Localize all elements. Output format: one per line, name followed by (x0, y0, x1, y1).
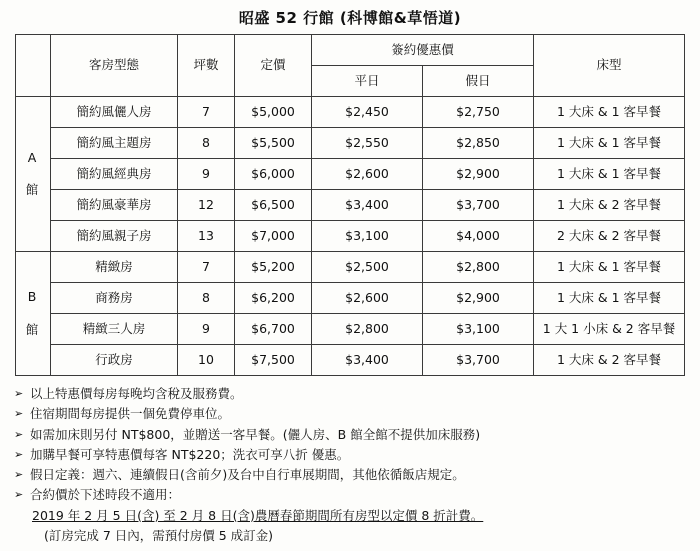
cell-weekday-price: $2,600 (312, 283, 423, 314)
cell-bed-type: 1 大床 & 1 客早餐 (534, 159, 685, 190)
cell-weekday-price: $2,800 (312, 314, 423, 345)
table-row (16, 159, 685, 190)
table-row (16, 190, 685, 221)
cell-size: 10 (178, 345, 235, 376)
cell-holiday-price: $2,850 (423, 128, 534, 159)
table-header-row-1 (16, 35, 685, 66)
arrow-bullet-icon: ➢ (14, 387, 24, 400)
arrow-bullet-icon: ➢ (14, 427, 24, 441)
cell-list-price: $6,500 (235, 190, 312, 221)
cell-room-type: 簡約風親子房 (51, 221, 178, 252)
cell-weekday-price: $2,600 (312, 159, 423, 190)
arrow-bullet-icon: ➢ (14, 407, 24, 421)
table-body (16, 97, 685, 376)
wing-a-char: 館 (25, 182, 41, 197)
notes-list (14, 384, 700, 546)
note-text: 如需加床則另付 NT$800，並贈送一客早餐。(儷人房、B 館全館不提供加床服務) (30, 426, 481, 442)
wing-label-b (16, 252, 51, 376)
note-text: 以上特惠價每房每晚均含稅及服務費。 (30, 386, 243, 401)
note-item (14, 404, 700, 424)
table-row (16, 97, 685, 128)
cell-bed-type: 1 大床 & 2 客早餐 (534, 345, 685, 376)
cell-bed-type: 1 大床 & 1 客早餐 (534, 128, 685, 159)
cell-list-price: $5,200 (235, 252, 312, 283)
cell-holiday-price: $2,750 (423, 97, 534, 128)
note-item (14, 445, 700, 465)
arrow-bullet-icon: ➢ (14, 488, 24, 502)
cell-list-price: $7,500 (235, 345, 312, 376)
cell-list-price: $6,000 (235, 159, 312, 190)
sub-note-deposit: (訂房完成 7 日內，需預付房價 5 成訂金) (44, 527, 274, 543)
header-bed-type: 床型 (534, 35, 685, 97)
cell-list-price: $7,000 (235, 221, 312, 252)
table-row (16, 252, 685, 283)
table-row (16, 283, 685, 314)
wing-a-letter: A (27, 149, 39, 165)
cell-holiday-price: $2,800 (423, 252, 534, 283)
note-item (14, 485, 700, 505)
cell-list-price: $6,700 (235, 314, 312, 345)
cell-room-type: 簡約風儷人房 (51, 97, 178, 128)
header-room-type: 客房型態 (51, 35, 178, 97)
header-list-price: 定價 (235, 35, 312, 97)
table-row (16, 221, 685, 252)
note-text: 加購早餐可享特惠價每客 NT$220；洗衣可享八折 優惠。 (30, 446, 350, 462)
note-item (14, 384, 700, 404)
header-contract-price: 簽約優惠價 (312, 35, 534, 66)
rate-table (15, 34, 685, 376)
arrow-bullet-icon: ➢ (14, 447, 24, 461)
header-size: 坪數 (178, 35, 235, 97)
cell-room-type: 精緻房 (51, 252, 178, 283)
cell-weekday-price: $2,450 (312, 97, 423, 128)
header-wing-spacer (16, 35, 51, 97)
cell-room-type: 精緻三人房 (51, 314, 178, 345)
cell-bed-type: 1 大床 & 1 客早餐 (534, 252, 685, 283)
header-holiday: 假日 (423, 66, 534, 97)
note-item (14, 425, 700, 445)
cell-holiday-price: $4,000 (423, 221, 534, 252)
cell-bed-type: 1 大 1 小床 & 2 客早餐 (534, 314, 685, 345)
note-text: 假日定義：週六、連續假日(含前夕)及台中自行車展期間，其他依循飯店規定。 (30, 467, 465, 482)
cell-size: 8 (178, 128, 235, 159)
sub-note-blackout-dates: 2019 年 2 月 5 日(含) 至 2 月 8 日(含)農曆春節期間所有房型以定價 8 折計費。 (32, 507, 484, 523)
table-header (16, 35, 685, 97)
table-row (16, 345, 685, 376)
cell-size: 9 (178, 314, 235, 345)
cell-room-type: 簡約風經典房 (51, 159, 178, 190)
note-item (14, 465, 700, 485)
cell-room-type: 簡約風主題房 (51, 128, 178, 159)
cell-room-type: 簡約風豪華房 (51, 190, 178, 221)
cell-size: 12 (178, 190, 235, 221)
cell-weekday-price: $3,400 (312, 190, 423, 221)
cell-bed-type: 1 大床 & 2 客早餐 (534, 190, 685, 221)
cell-bed-type: 2 大床 & 2 客早餐 (534, 221, 685, 252)
cell-room-type: 商務房 (51, 283, 178, 314)
cell-weekday-price: $3,400 (312, 345, 423, 376)
cell-list-price: $6,200 (235, 283, 312, 314)
page-title: 昭盛 52 行館 (科博館&草悟道) (238, 9, 462, 27)
cell-weekday-price: $2,500 (312, 252, 423, 283)
cell-size: 9 (178, 159, 235, 190)
wing-b-char: 館 (25, 321, 41, 337)
wing-b-letter: B (27, 289, 39, 304)
cell-room-type: 行政房 (51, 345, 178, 376)
table-row (16, 314, 685, 345)
cell-size: 7 (178, 252, 235, 283)
cell-holiday-price: $3,700 (423, 190, 534, 221)
table-row (16, 128, 685, 159)
cell-weekday-price: $2,550 (312, 128, 423, 159)
cell-holiday-price: $3,100 (423, 314, 534, 345)
note-text: 合約價於下述時段不適用： (30, 487, 181, 503)
note-text: 住宿期間每房提供一個免費停車位。 (30, 406, 231, 422)
cell-weekday-price: $3,100 (312, 221, 423, 252)
cell-bed-type: 1 大床 & 1 客早餐 (534, 97, 685, 128)
header-weekday: 平日 (312, 66, 423, 97)
cell-holiday-price: $3,700 (423, 345, 534, 376)
cell-size: 8 (178, 283, 235, 314)
cell-bed-type: 1 大床 & 1 客早餐 (534, 283, 685, 314)
cell-holiday-price: $2,900 (423, 159, 534, 190)
cell-holiday-price: $2,900 (423, 283, 534, 314)
cell-size: 7 (178, 97, 235, 128)
wing-label-a (16, 97, 51, 252)
cell-size: 13 (178, 221, 235, 252)
cell-list-price: $5,000 (235, 97, 312, 128)
cell-list-price: $5,500 (235, 128, 312, 159)
arrow-bullet-icon: ➢ (14, 468, 24, 481)
